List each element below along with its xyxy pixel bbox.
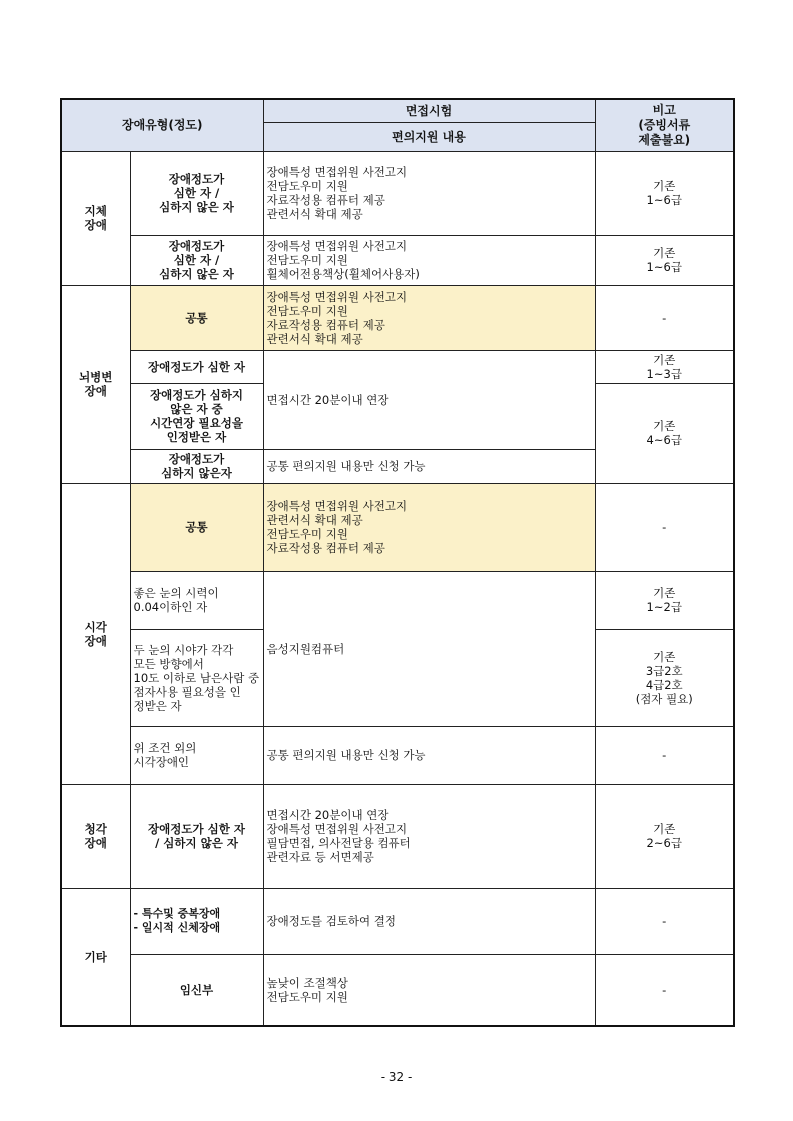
visual-screen-reader-content: 음성지원컴퓨터 [263, 571, 595, 726]
hearing-sub: 장애정도가 심한 자 / 심하지 않은 자 [130, 784, 263, 888]
category-hearing: 청각 장애 [61, 784, 130, 888]
limb-sub-1: 장애정도가 심한 자 / 심하지 않은 자 [130, 151, 263, 235]
brain-mild-content: 공통 편의지원 내용만 신청 가능 [263, 449, 595, 483]
header-note: 비고 (증빙서류 제출불요) [595, 99, 734, 151]
hearing-note: 기존 2~6급 [595, 784, 734, 888]
visual-common-content: 장애특성 면접위원 사전고지 관련서식 확대 제공 전담도우미 지원 자료작성용 컴퓨터 제공 [263, 483, 595, 571]
header-disability-type: 장애유형(정도) [61, 99, 263, 151]
visual-acuity-note: 기존 1~2급 [595, 571, 734, 629]
hearing-content: 면접시간 20분이내 연장 장애특성 면접위원 사전고지 필담면접, 의사전달용 컴퓨터 관련자료 등 서면제공 [263, 784, 595, 888]
category-limb: 지체 장애 [61, 151, 130, 285]
visual-field-note: 기존 3급2호 4급2호 (점자 필요) [595, 629, 734, 726]
visual-other-note: - [595, 726, 734, 784]
limb-note-2: 기존 1~6급 [595, 235, 734, 285]
visual-other-sub: 위 조건 외의 시각장애인 [130, 726, 263, 784]
visual-common-sub: 공통 [130, 483, 263, 571]
limb-content-2: 장애특성 면접위원 사전고지 전담도우미 지원 휠체어전용책상(휠체어사용자) [263, 235, 595, 285]
visual-acuity-sub: 좋은 눈의 시력이 0.04이하인 자 [130, 571, 263, 629]
other-pregnant-sub: 임신부 [130, 954, 263, 1026]
brain-severe-note: 기존 1~3급 [595, 350, 734, 383]
visual-common-note: - [595, 483, 734, 571]
brain-extend-content: 면접시간 20분이내 연장 [263, 350, 595, 449]
other-multi-note: - [595, 888, 734, 954]
visual-field-sub: 두 눈의 시야가 각각 모든 방향에서 10도 이하로 남은사람 중 점자사용 필요성을 인 정받은 자 [130, 629, 263, 726]
brain-extended-note: 기존 4~6급 [595, 383, 734, 483]
limb-sub-2: 장애정도가 심한 자 / 심하지 않은 자 [130, 235, 263, 285]
header-support-content: 편의지원 내용 [263, 122, 595, 151]
brain-severe-sub: 장애정도가 심한 자 [130, 350, 263, 383]
other-pregnant-note: - [595, 954, 734, 1026]
category-visual: 시각 장애 [61, 483, 130, 784]
other-multi-sub: - 특수및 중복장애 - 일시적 신체장애 [130, 888, 263, 954]
brain-common-note: - [595, 285, 734, 350]
support-table [60, 98, 735, 1027]
page-number: - 32 - [380, 1070, 413, 1084]
brain-common-sub: 공통 [130, 285, 263, 350]
header-interview-exam: 면접시험 [263, 99, 595, 122]
brain-common-content: 장애특성 면접위원 사전고지 전담도우미 지원 자료작성용 컴퓨터 제공 관련서식 확대 제공 [263, 285, 595, 350]
category-brain: 뇌병변 장애 [61, 285, 130, 483]
brain-extended-sub: 장애정도가 심하지 않은 자 중 시간연장 필요성을 인정받은 자 [130, 383, 263, 449]
brain-mild-sub: 장애정도가 심하지 않은자 [130, 449, 263, 483]
limb-note-1: 기존 1~6급 [595, 151, 734, 235]
category-other: 기타 [61, 888, 130, 1026]
other-multi-content: 장애정도를 검토하여 결정 [263, 888, 595, 954]
limb-content-1: 장애특성 면접위원 사전고지 전담도우미 지원 자료작성용 컴퓨터 제공 관련서식 확대 제공 [263, 151, 595, 235]
visual-other-content: 공통 편의지원 내용만 신청 가능 [263, 726, 595, 784]
other-pregnant-content: 높낮이 조절책상 전담도우미 지원 [263, 954, 595, 1026]
